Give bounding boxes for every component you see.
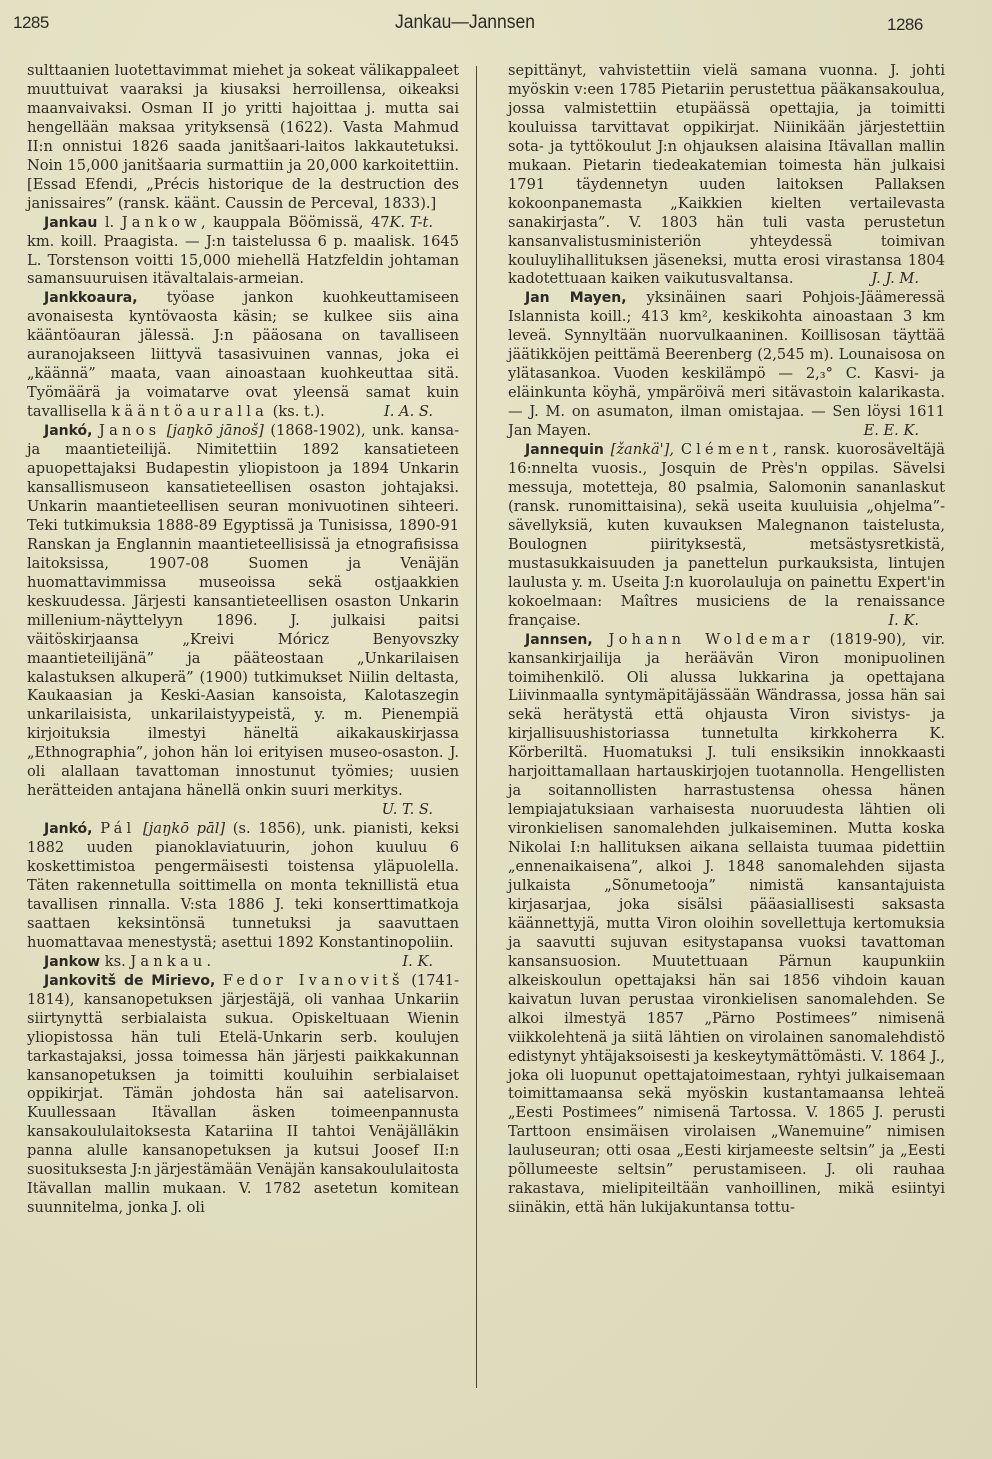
author-signature: E. E. K.: [863, 422, 919, 440]
entry-jankkoaura: Jankkoaura, työase jankon kuohkeuttamiseen avonaisesta kyntövaosta käsin; se kulkee siis aina kääntöauran jälessä. J:n pääosana on tavalliseen auranojakseen liittyvä tasasivuinen vannas, joka ei „käännä” maata, vaan ainoastaan kuohkeuttaa sitä. Työmäärä ja voimatarve ovat yleensä samat kuin tavallisella kääntöauralla (ks. t.). I. A. S.: [27, 289, 459, 421]
spaced-name: Johann Woldemar: [608, 630, 814, 648]
author-signature: K. T-t.: [389, 213, 433, 231]
pronunciation: [jaŋkō pāl]: [143, 820, 226, 838]
entry-jannsen: Jannsen, Johann Woldemar (1819-90), vir. kansankirjailija ja heräävän Viron monipuolinen toimihenkilö. Oli alussa lukkarina ja opettajana Liivinmaalla syntymäpitäjässään Wändrassa, jossa hän sai sekä herätystä että ohjausta Viron sivistys- ja kirjallisuushistoriassa tunnetulta kirkkoherra K. Körberiltä. Huomatuksi J. tuli ensiksikin innokkaasti harjoittamallaan hartauskirjojen tuotannolla. Hengellisten ja soitannollisten harrastustensa ohessa hänen lempiajatuksiaan varhaisesta nuoruudesta lähtien oli vironkielisen sanomalehden julkaiseminen. Mutta koska Nikolai I:n hallituksen aikana sellaista tuumaa pidettiin „ennenaikaisena”, alkoi J. 1848 sanomalehden sijasta julkaista „Sõnumetooja” nimistä kansantajuista kirjasarjaa, joka sisälsi pääasiallisesti saksasta käännettyjä, mutta Viron oloihin sovellettuja kertomuksia ja saavutti sujuvan esitystapansa vuoksi tavattoman kansansuosion. Muutettuaan Pärnun kaupunkiin alkeiskoulun opettajaksi hän sai 1856 vihdoin kauan kaivatun luvan perustaa vironkielisen sanomalehden. Se alkoi ilmestyä 1857 „Pärno Postimees” nimisenä viikkolehtenä ja siitä lähtien on virolainen sanomalehdistö edistynyt yhtäjaksoisesti ja keskeytymättömästi. V. 1864 J., joka oli luopunut opettajatoimestaan, ryhtyi julkaisemaan toimittamaansa sekä myöskin kustantamaansa lehteä „Eesti Postimees” nimisenä Tartossa. V. 1865 J. perusti Tarttoon ensimäisen virolaisen „Wanemuine” nimisen lauluseuran; otti osaa „Eesti kirjameeste seltsin” ja „Eesti põllumeeste seltsin” perustamiseen. J. oli rauhaa rakastava, mielipiteiltään vanhoillinen, mikä esiintyi siinäkin, että hän lukijakuntansa tottu-: [508, 630, 946, 1217]
author-signature: I. A. S.: [384, 403, 433, 421]
author-signature: J. J. M.: [871, 270, 919, 288]
cross-reference: Jankau: [130, 952, 207, 970]
author-signature: I. K.: [402, 952, 433, 970]
pronunciation: [jaŋkō jānoš]: [166, 422, 264, 440]
column-divider: [476, 66, 477, 1388]
left-column: [27, 62, 459, 1218]
page-header: [0, 6, 992, 36]
headword: Jankó,: [44, 423, 93, 440]
spaced-name: Jankow: [121, 213, 201, 231]
headword: Jankkoaura,: [44, 290, 138, 307]
headword: Jan Mayen,: [525, 290, 627, 307]
headword: Jankow: [44, 953, 101, 970]
pronunciation: [žankä'],: [610, 441, 675, 459]
entry-jannequin: Jannequin [žankä'], Clément, ransk. kuorosäveltäjä 16:nnelta vuosis., Josquin de Près'n oppilas. Sävelsi messuja, motetteja, 80 psalmia, Salomonin sananlaskut (ransk. runomittaisina), sekä useita kuuluisia „ohjelma”-sävellyksiä, kuten kuvauksen Malegnanon taistelusta, Boulognen piirityksestä, metsästysretkistä, mustasukkaisuuden ja panettelun purkauksista, lintujen laulusta y. m. Useita J:n kuorolauluja on painettu Expert'in kokoelmaan: Maîtres musiciens de la renaissance française. I. K.: [508, 441, 946, 629]
entry-jankau: Jankau l. Jankow, kauppala Böömissä, 47 km. koill. Praagista. — J:n taistelussa 6 p. maalisk. 1645 L. Torstenson voitti 15,000 miehellä Hatzfeldin johtaman samansuuruisen itävaltalais-armeian.: [27, 213, 459, 288]
headword: Jankó,: [44, 821, 93, 838]
entry-jankovits: Jankovitš de Mirievo, Fedor Ivanovitš (1741-1814), kansanopetuksen järjestäjä, oli vanhaa Unkariin siirtynyttä serbialaista sukua. Opiskeltuaan Wienin yliopistossa hän tuli Etelä-Unkarin serb. koulujen tarkastajaksi, jossa toimessa hän järjesti paikkakunnan kansanopetuksen ja toimitti kouluihin serbialaiset oppikirjat. Tämän johdosta hän sai aatelisarvon. Kuullessaan Itävallan äsken toimeenpannusta kansakoululaitoksesta Katariina II tahtoi Venäjälläkin panna alulle kansanopetuksen ja kutsui Joosef II:n suosituksesta J:n järjestämään Venäjän kansakoululaitosta Itävallan mallin mukaan. V. 1782 asetetun komitean suunnitelma, jonka J. oli: [27, 971, 459, 1217]
page-number-right: 1286: [887, 15, 923, 34]
entry-janko-pal: Jankó, Pál [jaŋkō pāl] (s. 1856), unk. pianisti, keksi 1882 uuden pianoklaviatuurin, johon kuuluu 6 koskettimistoa pengermäisesti toistensa yläpuolella. Täten rakennetulla soittimella on monta teknillistä etua tavallisen rinnalla. V:sta 1886 J. teki konserttimatkoja saattaen keksintönsä tunnetuksi ja saavuttaen huomattavaa menestystä; asettui 1892 Konstantinopoliin. I. K.: [27, 820, 460, 970]
running-title: Jankau—Jannsen: [395, 12, 535, 33]
author-signature: I. K.: [888, 611, 919, 629]
entry-jankow: Jankow ks. Jankau.: [44, 952, 212, 970]
headword: Jankovitš de Mirievo,: [44, 972, 216, 989]
author-signature: U. T. S.: [381, 801, 433, 819]
headword: Jannequin: [525, 442, 604, 459]
spaced-name: Pál: [100, 820, 136, 838]
right-column: [508, 62, 945, 1218]
cross-reference: kääntöauralla: [111, 403, 269, 421]
entry-continuation: sulttaanien luotettavimmat miehet ja sokeat välikappaleet muuttuivat vaaraksi ja kiusaksi herroillensa, oikeaksi maanvaivaksi. Osman II jo yritti hajoittaa j. mutta sai hengellään maksaa yrityksensä (1622). Vasta Mahmud II:n onnistui 1826 saada janitšaari-laitos lakkautetuksi. Noin 15,000 janitšaaria surmattiin ja 20,000 karkoitettiin. [Essad Efendi, „Précis historique de la destruction des janissaires” (ransk. käänt. Caussin de Perceval, 1833).] K. T-t.: [27, 62, 459, 231]
headword: Jannsen,: [525, 631, 593, 648]
entry-continuation: sepittänyt, vahvistettiin vielä samana vuonna. J. johti myöskin v:een 1785 Pietariin perustettua pääkansakoulua, jossa valmistettiin etupäässä opettajia, ja toimitti kouluissa tarvittavat oppikirjat. Niinikään järjestettiin sota- ja tyttökoulut J:n ohjauksen alaisina Itävallan mallin mukaan. Pietarin tiedeakatemian toimesta hän julkaisi 1791 täydennetyn uuden laitoksen Pallaksen kokoonpanemasta „Kaikkien kielten vertailevasta sanakirjasta”. V. 1803 hän tuli vasta perustetun kansanvalistusministeriön yhteydessä toimivan kouluylihallituksen jäseneksi, mutta erosi virastansa 1804 kadotettuaan kaiken vaikutusvaltansa. J. J. M.: [508, 62, 945, 288]
headword: Jankau: [44, 214, 98, 231]
spaced-name: Janos: [99, 422, 161, 440]
spaced-name: Fedor Ivanovitš: [222, 971, 404, 989]
entry-janko-janos: Jankó, Janos [jaŋkō jānoš] (1868-1902), unk. kansa- ja maantieteilijä. Nimitettiin 1892 kansatieteen apuopettajaksi Budapestin yliopistoon ja 1894 Unkarin kansallismuseon kansatieteellisen osaston johtajaksi. Unkarin maantieteellisen seuran monivuotinen sihteeri. Teki tutkimuksia 1888-89 Egyptissä ja Tunisissa, 1890-91 Ranskan ja Englannin maantieteellisissä ja etnografisissa laitoksissa, 1907-08 Suomen ja Venäjän huomattavimmissa museoissa sekä ostjaakkien keskuudessa. Järjesti kansantieteellisen osaston Unkarin millenium-näyttelyyn 1896. J. julkaisi paitsi väitöskirjaansa „Kreivi Móricz Benyovszky maantieteilijänä” ja pääteostaan „Unkarilaisen kalastuksen alkuperä” (1900) tutkimukset Niilin deltasta, Kaukaasian ja Keski-Aasian kansoista, Kalotaszegin unkarilaisista, unkarilaistyypeistä, y. m. Pienempiä kirjoituksia ilmestyi häneltä aikakauskirjassa „Ethnographia”, johon hän loi erityisen museo-osaston. J. oli alallaan tavattoman innostunut työmies; uusien herätteiden antajana hänellä onkin suuri merkitys. U. T. S.: [27, 422, 460, 819]
spaced-name: Clément: [680, 441, 773, 459]
entry-jan-mayen: Jan Mayen, yksinäinen saari Pohjois-Jäämeressä Islannista koill.; 413 km², keskikohta ainoastaan 3 km leveä. Synnyltään nuorvulkaaninen. Koillisosan täyttää jäätikköjen peittämä Beerenberg (2,545 m). Lounaisosa on ylätasankoa. Vuoden keskilämpö — 2,₃° C. Kasvi- ja eläinkunta köyhä, ympäröivä meri sitävastoin kalarikasta. — J. M. on asumaton, ilman omistajaa. — Sen löysi 1611 Jan Mayen. E. E. K.: [508, 289, 945, 440]
page-number-left: 1285: [13, 13, 49, 32]
